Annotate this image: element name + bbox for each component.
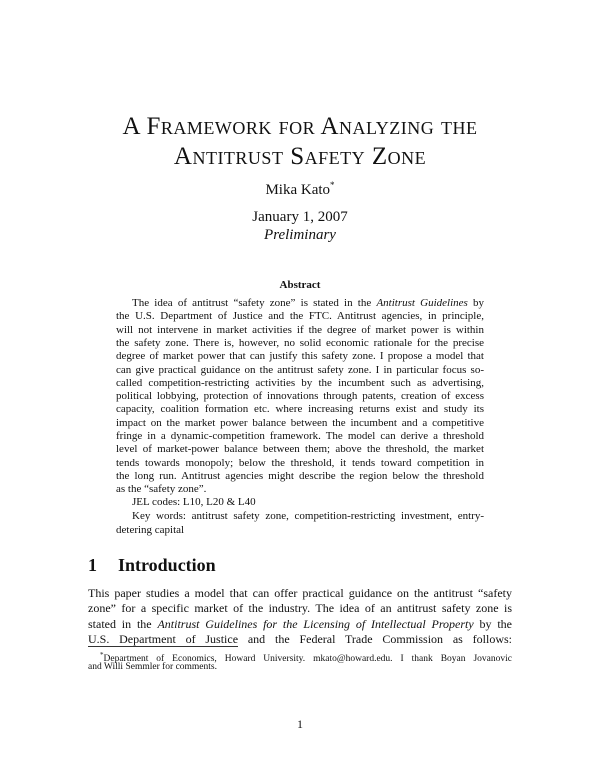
line-text-tail: by the — [473, 616, 513, 631]
line-text: the U.S. Department of Justice and the FTC. Antitrust agencies, in principle, — [116, 310, 484, 323]
body-line — [88, 617, 512, 631]
abstract-line — [116, 417, 484, 429]
author-footnote-mark: * — [330, 180, 335, 190]
abstract-line — [116, 430, 484, 442]
abstract-heading: Abstract — [279, 279, 321, 291]
line-text: zone” for a specific market of the industry. The idea of an antitrust safety zone is — [88, 601, 512, 616]
author — [0, 180, 600, 199]
line-text: level of market-power balance between them; above the threshold, the market — [116, 443, 484, 456]
keywords-line-2: detering capital — [116, 524, 185, 536]
status: Preliminary — [264, 227, 336, 243]
line-text: degree of market power that can justify this safety zone. I propose a model that — [116, 350, 484, 363]
line-text: impact on the market power balance between the incumbent and a competitive — [116, 416, 484, 429]
title-line-1: A Framework for Analyzing the — [122, 113, 478, 140]
line-text: tends towards monopoly; below the threshold, it tends toward competition in — [116, 456, 484, 469]
date: January 1, 2007 — [252, 209, 348, 225]
italic-title: Antitrust Guidelines for the Licensing of Intellectual Property — [157, 616, 474, 631]
line-text: The idea of antitrust “safety zone” is stated in the — [132, 297, 377, 309]
line-text: will not intervene in market activities if the degree of market power is within — [116, 323, 484, 336]
section-heading — [88, 555, 216, 576]
abstract-line — [116, 443, 484, 455]
abstract-line — [116, 403, 484, 415]
abstract-line — [116, 483, 484, 495]
line-text: as the “safety zone”. — [116, 483, 207, 496]
abstract-line — [116, 364, 484, 376]
line-text: capacity, coalition formation etc. where increasing returns exist and study its — [116, 403, 484, 416]
footnote-mark: * — [100, 651, 104, 659]
date-block — [0, 208, 600, 244]
author-name: Mika Kato — [265, 182, 331, 198]
line-text: fringe in a dynamic-competition framework. The model can derive a threshold — [116, 430, 484, 442]
line-text: stated in the — [88, 616, 158, 631]
abstract-line — [116, 457, 484, 469]
line-text: the long run. Antitrust agencies might describe the region below the threshold — [116, 469, 484, 482]
abstract-line — [116, 390, 484, 402]
footnote-rule — [88, 646, 238, 647]
abstract-line — [116, 337, 484, 349]
section-number: 1 — [88, 555, 97, 575]
abstract-line — [116, 350, 484, 362]
line-text: the safety zone. There is, however, no solid economic rationale for the precise — [116, 336, 484, 349]
title-line-2: Antitrust Safety Zone — [173, 143, 427, 170]
footnote-text-1: Department of Economics, Howard University. mkato@howard.edu. I thank Boyan Jovanovic — [103, 654, 512, 665]
line-text: called competition-restricting activities by the incumbent such as advertising, — [116, 376, 484, 389]
abstract-line — [116, 470, 484, 482]
body-line — [88, 632, 512, 646]
jel-codes: JEL codes: L10, L20 & L40 — [132, 496, 256, 508]
body-line — [88, 601, 512, 615]
abstract-line — [116, 324, 484, 336]
italic-title: Antitrust Guidelines — [376, 297, 468, 309]
footnote-line-2: and Willi Semmler for comments. — [88, 662, 217, 672]
keywords-line-1: Key words: antitrust safety zone, competition-restricting investment, entry- — [132, 510, 484, 522]
line-text: U.S. Department of Justice and the Federal Trade Commission as follows: — [88, 631, 512, 646]
abstract-line — [116, 310, 484, 322]
abstract-line — [116, 377, 484, 389]
line-text: This paper studies a model that can offer practical guidance on the antitrust “safety — [88, 586, 512, 600]
line-text: political lobbying, protection of innovations through patents, creation of excess — [116, 390, 484, 403]
page-number: 1 — [297, 717, 303, 731]
body-line — [88, 586, 512, 600]
abstract-line — [132, 297, 484, 309]
line-text-tail: by — [467, 297, 485, 309]
section-title: Introduction — [118, 555, 216, 575]
line-text: can give practical guidance on the antitrust safety zone. I in particular focus so- — [116, 363, 484, 376]
